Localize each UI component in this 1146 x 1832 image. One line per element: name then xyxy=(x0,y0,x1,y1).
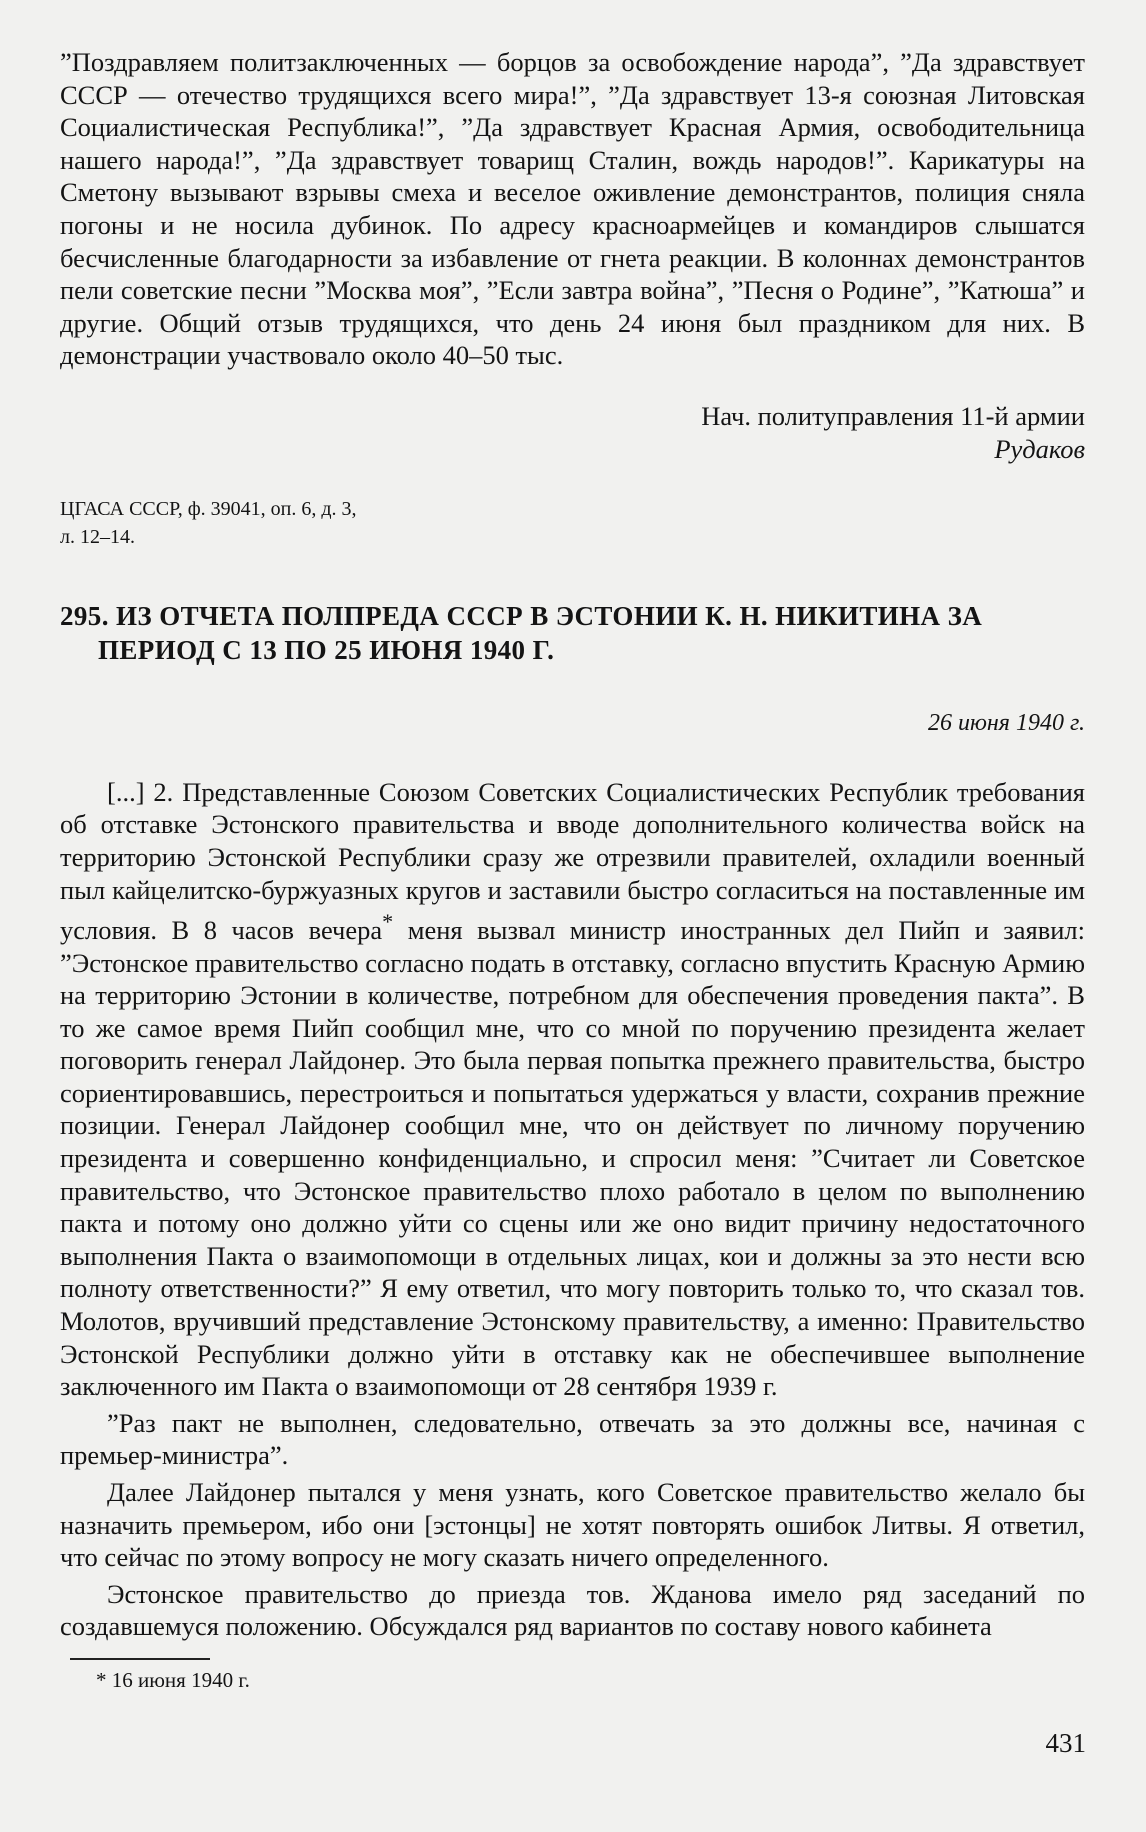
page-body xyxy=(60,46,1085,1643)
document-heading: 295. ИЗ ОТЧЕТА ПОЛПРЕДА СССР В ЭСТОНИИ К. Н. НИКИТИНА ЗА ПЕРИОД С 13 ПО 25 ИЮНЯ 1940 Г. xyxy=(60,601,983,666)
paragraph-1 xyxy=(60,776,1085,1403)
archive-reference xyxy=(60,495,480,551)
archive-line-2: л. 12–14. xyxy=(60,526,135,549)
footnote-divider xyxy=(70,1658,210,1660)
paragraph-1-part-b: меня вызвал министр иностранных дел Пийп и заявил: ”Эстонское правительство согласно подать в отставку, согласно впустить Красную Армию на территорию Эстонии в количестве, потребном для обеспечения проведения пакта”. В то же самое время Пийп сообщил мне, что со мной по поручению президента желает поговорить генерал Лайдонер. Это была первая попытка прежнего правительства, быстро сориентировавшись, перестроиться и попытаться удержаться у власти, сохранив прежние позиции. Генерал Лайдонер сообщил мне, что он действует по личному поручению президента и совершенно конфиденциально, и спросил меня: ”Считает ли Советское правительство, что Эстонское правительство плохо работало в целом по выполнению пакта и потому оно должно уйти со сцены или же оно видит причину недостаточного выполнения Пакта о взаимопомощи в отдельных лицах, кои и должны за это нести всю полноту ответственности?” Я ему ответил, что могу повторить только то, что сказал тов. Молотов, вручивший представление Эстонскому правительству, а именно: Правительство Эстонской Республики должно уйти в отставку как не обеспечившее выполнение заключенного им Пакта о взаимопомощи от 28 сентября 1939 г. xyxy=(60,914,1085,1402)
signature-name: Рудаков xyxy=(994,433,1085,464)
archive-line-1: ЦГАСА СССР, ф. 39041, оп. 6, д. 3, xyxy=(60,498,357,521)
footnote: * 16 июня 1940 г. xyxy=(96,1668,250,1692)
footnote-mark: * xyxy=(382,909,394,935)
paragraph-3: Далее Лайдонер пытался у меня узнать, кого Советское правительство желало бы назначить премьером, ибо они [эстонцы] не хотят повторять ошибок Литвы. Я ответил, что сейчас по этому вопросу не могу сказать ничего определенного. xyxy=(60,1477,1085,1573)
document-date: 26 июня 1940 г. xyxy=(927,710,1085,737)
paragraph-4: Эстонское правительство до приезда тов. Жданова имело ряд заседаний по создавшемуся положению. Обсуждался ряд вариантов по составу нового кабинета xyxy=(60,1578,1085,1642)
signature-position: Нач. политуправления 11-й армии xyxy=(701,400,1085,431)
page-number: 431 xyxy=(1045,1728,1086,1758)
continuation-paragraph: ”Поздравляем политзаключенных — борцов за освобождение народа”, ”Да здравствует СССР — отечество трудящихся всего мира!”, ”Да здравствует 13-я союзная Литовская Социалистическая Республика!”, ”Да здравствует Красная Армия, освободительница нашего народа!”, ”Да здравствует товарищ Сталин, вождь народов!”. Карикатуры на Сметону вызывают взрывы смеха и веселое оживление демонстрантов, полиция сняла погоны и не носила дубинок. По адресу красноармейцев и командиров слышатся бесчисленные благодарности за избавление от гнета реакции. В колоннах демонстрантов пели советские песни ”Москва моя”, ”Если завтра война”, ”Песня о Родине”, ”Катюша” и другие. Общий отзыв трудящихся, что день 24 июня был праздником для них. В демонстрации участвовало около 40–50 тыс. xyxy=(60,47,1085,371)
paragraph-1-part-a: [...] 2. Представленные Союзом Советских Социалистических Республик требования об отставке Эстонского правительства и вводе дополнительного количества войск на территорию Эстонской Республики сразу же отрезвили правителей, охладили военный пыл кайцелитско-буржуазных кругов и заставили быстро согласиться на поставленные им условия. В 8 часов вечера xyxy=(60,776,1085,945)
paragraph-2: ”Раз пакт не выполнен, следовательно, отвечать за это должны все, начиная с премьер-министра”. xyxy=(60,1407,1085,1471)
